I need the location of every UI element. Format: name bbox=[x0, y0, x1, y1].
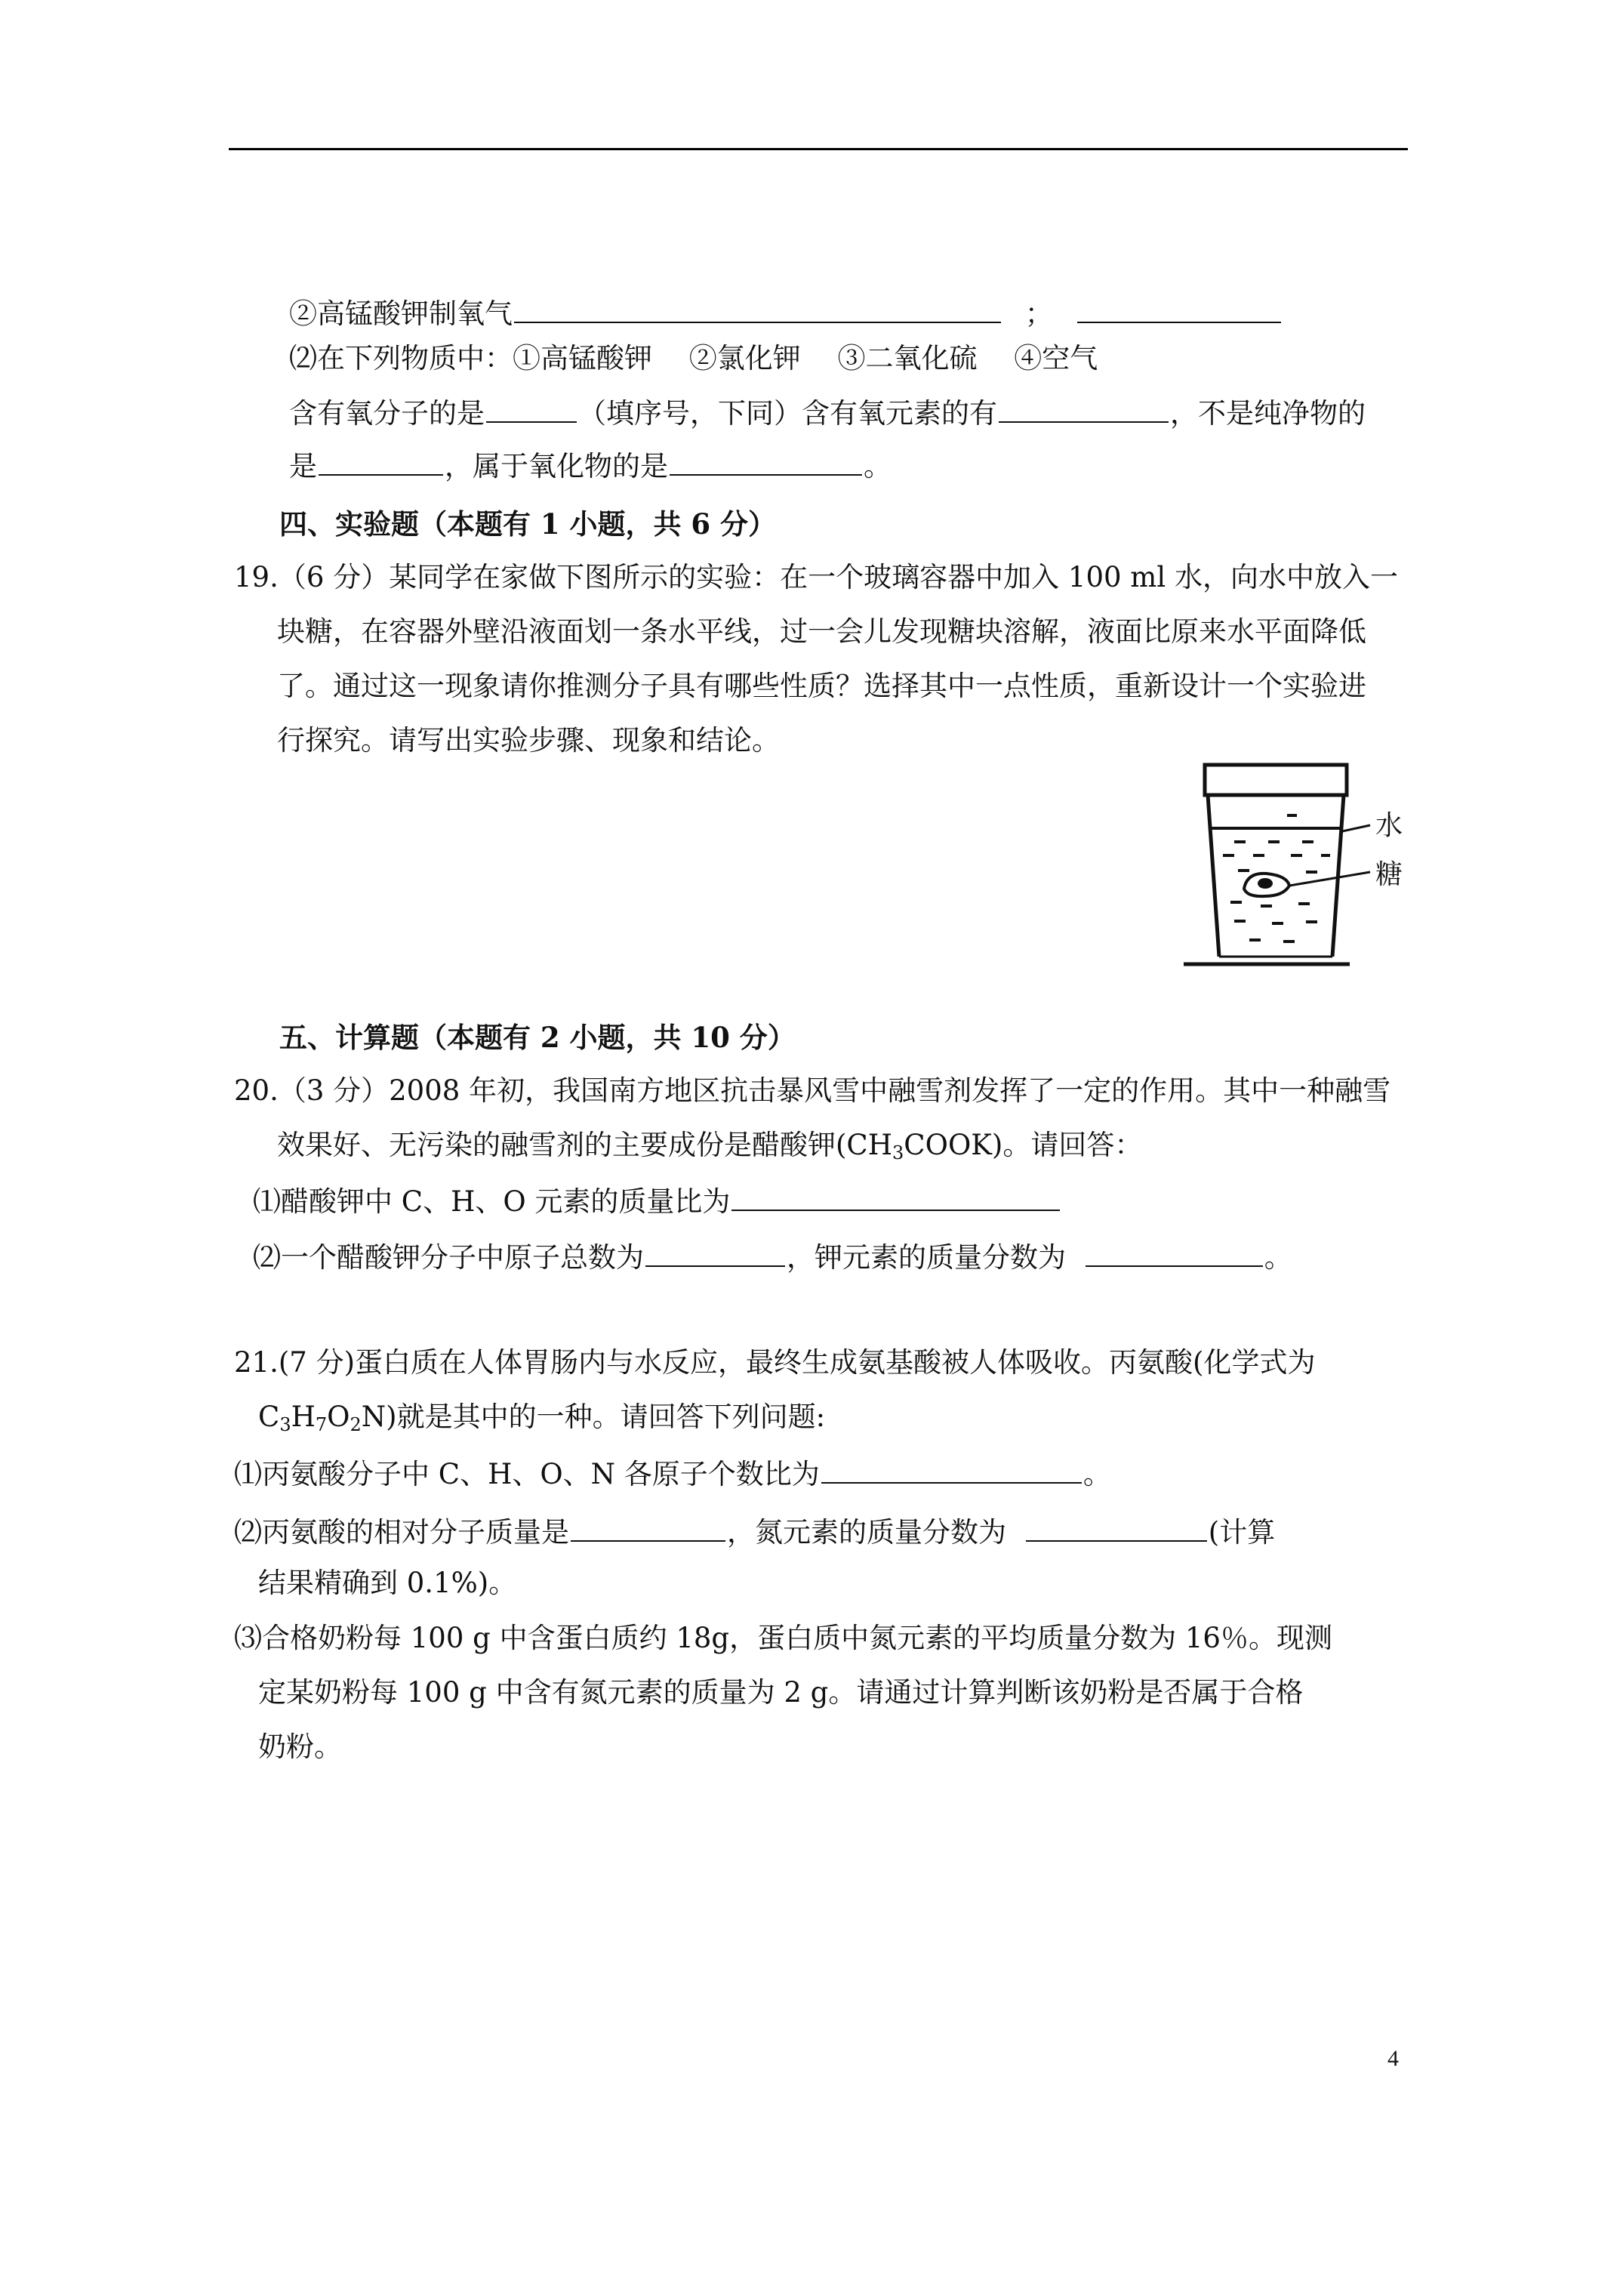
glass-illustration bbox=[1178, 759, 1427, 974]
q18-line3: 含有氧分子的是 （填序号，下同）含有氧元素的有 ，不是纯净物的 bbox=[289, 394, 1366, 430]
section-title-experiment: 四、实验题（本题有 1 小题，共 6 分） bbox=[279, 507, 777, 541]
q20-line2: 效果好、无污染的融雪剂的主要成份是醋酸钾$(CH_3COOK)$。请回答： bbox=[277, 1129, 1143, 1163]
q21-line4: ⑵丙氨酸的相对分子质量是 ，氮元素的质量分数为 (计算 bbox=[234, 1513, 1275, 1549]
q18-line4: 是 ，属于氧化物的是 。 bbox=[289, 447, 892, 483]
q19-line2: 块糖，在容器外壁沿液面划一条水平线，过一会儿发现糖块溶解，液面比原来水平面降低 bbox=[277, 615, 1366, 648]
answer-blank-mass-ratio[interactable] bbox=[731, 1182, 1060, 1211]
q21-line6: ⑶合格奶粉每 100 g 中含蛋白质约 18g，蛋白质中氮元素的平均质量分数为 16％。现测 bbox=[234, 1622, 1332, 1654]
answer-blank-potassium-fraction[interactable] bbox=[1086, 1238, 1263, 1267]
q18-line2: ⑵在下列物质中：①高锰酸钾 ②氯化钾 ③二氧化硫 ④空气 bbox=[289, 342, 1098, 374]
q21-line3: ⑴丙氨酸分子中 C、H、O、N 各原子个数比为 。 bbox=[234, 1455, 1111, 1491]
answer-blank-molecular-mass[interactable] bbox=[571, 1513, 725, 1542]
answer-blank-atom-ratio[interactable] bbox=[821, 1455, 1082, 1484]
q21-line8: 奶粉。 bbox=[258, 1730, 342, 1763]
q20-line1: 20.（3 分）2008 年初，我国南方地区抗击暴风雪中融雪剂发挥了一定的作用。其中一种融雪 bbox=[234, 1074, 1391, 1107]
answer-blank-2[interactable] bbox=[1077, 294, 1281, 323]
answer-blank-1[interactable] bbox=[514, 294, 1001, 323]
glass-experiment-figure bbox=[1178, 759, 1427, 974]
q19-line3: 了。通过这一现象请你推测分子具有哪些性质？选择其中一点性质，重新设计一个实验进 bbox=[277, 670, 1366, 702]
q19-line4: 行探究。请写出实验步骤、现象和结论。 bbox=[277, 724, 780, 757]
q21-line5: 结果精确到 0.1%)。 bbox=[258, 1567, 517, 1599]
q19-line1: 19.（6 分）某同学在家做下图所示的实验：在一个玻璃容器中加入 100 ml 水，向水中放入一 bbox=[234, 561, 1398, 593]
q18-line1: ②高锰酸钾制氧气 ； bbox=[289, 294, 1283, 331]
answer-blank-oxygen-molecule[interactable] bbox=[486, 394, 577, 423]
label-water: 水 bbox=[1375, 810, 1403, 841]
q21-line2: $C_3H_7O_2N$)就是其中的一种。请回答下列问题: bbox=[258, 1401, 826, 1435]
q20-line4: ⑵一个醋酸钾分子中原子总数为 ，钾元素的质量分数为 。 bbox=[253, 1238, 1292, 1274]
q21-line1: 21.(7 分)蛋白质在人体胃肠内与水反应，最终生成氨基酸被人体吸收。丙氨酸(化学式为 bbox=[234, 1346, 1316, 1379]
q20-line3: ⑴醋酸钾中 C、H、O 元素的质量比为 bbox=[253, 1182, 1061, 1219]
answer-blank-nitrogen-fraction[interactable] bbox=[1026, 1513, 1207, 1542]
page-number: 4 bbox=[1387, 2046, 1399, 2071]
answer-blank-oxygen-element[interactable] bbox=[999, 394, 1169, 423]
label-sugar: 糖 bbox=[1375, 859, 1403, 890]
answer-blank-oxide[interactable] bbox=[670, 447, 862, 476]
header-rule bbox=[229, 148, 1408, 150]
answer-blank-mixture[interactable] bbox=[319, 447, 443, 476]
section-title-calculation: 五、计算题（本题有 2 小题，共 10 分） bbox=[279, 1021, 796, 1054]
answer-blank-atom-count[interactable] bbox=[645, 1238, 785, 1267]
q21-line7: 定某奶粉每 100 g 中含有氮元素的质量为 2 g。请通过计算判断该奶粉是否属于合格 bbox=[258, 1676, 1304, 1709]
